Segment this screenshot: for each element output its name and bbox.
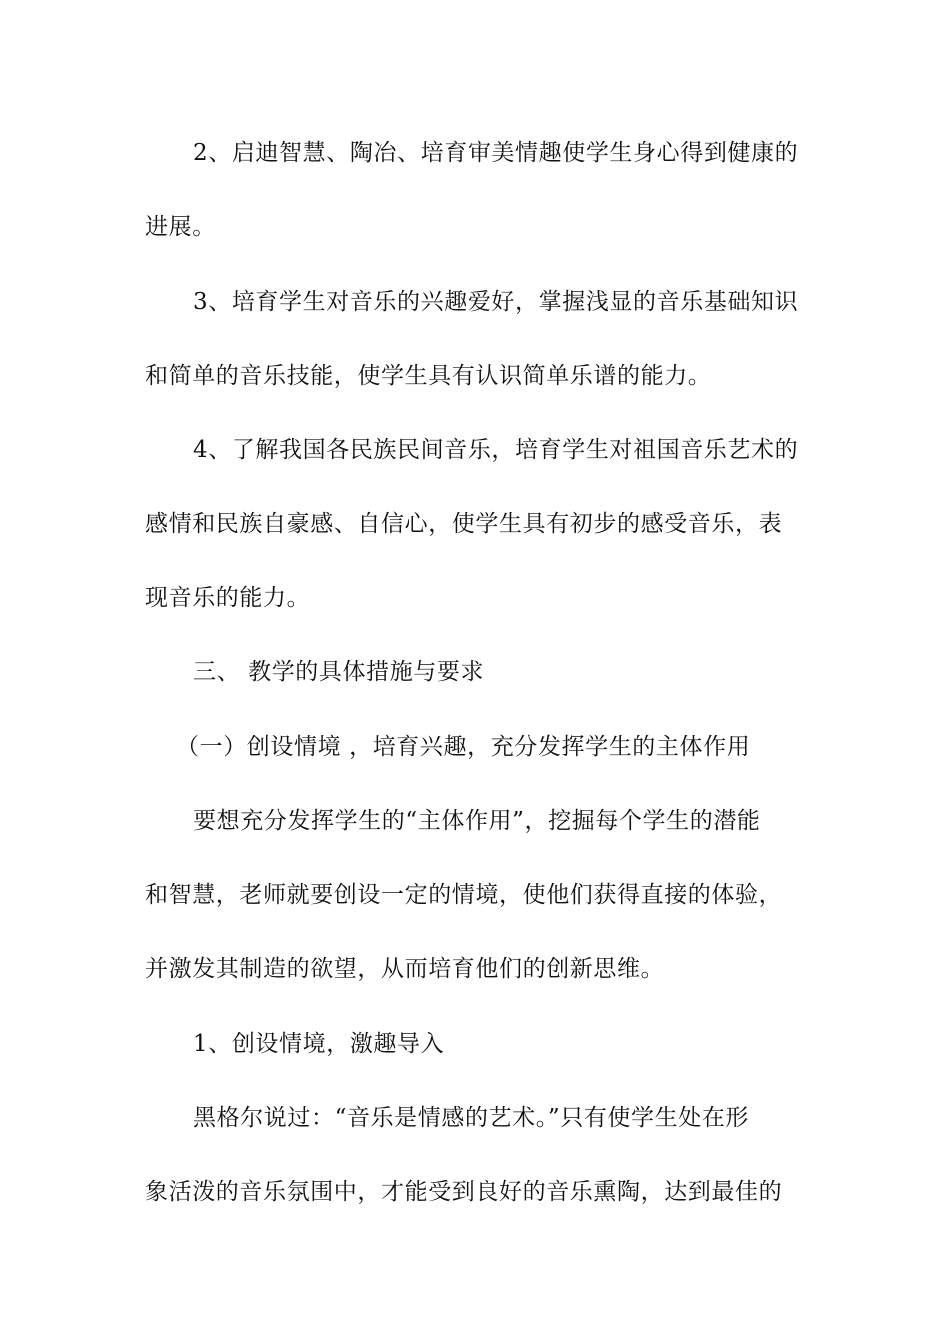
body-paragraph-1-line-3: 并激发其制造的欲望，从而培育他们的创新思维。 [145, 956, 665, 982]
body-paragraph-1-line-1: 要想充分发挥学生的“主体作用”，挖掘每个学生的潜能 [193, 808, 761, 834]
paragraph-4-line-3: 现音乐的能力。 [145, 585, 311, 611]
subsection-heading: （一）创设情境 ，培育兴趣，充分发挥学生的主体作用 [176, 734, 751, 760]
item-heading: 1、创设情境，激趣导入 [193, 1031, 445, 1057]
paragraph-3-line-2: 和简单的音乐技能，使学生具有认识简单乐谱的能力。 [145, 363, 712, 389]
body-paragraph-1-line-2: 和智慧，老师就要创设一定的情境，使他们获得直接的体验， [145, 882, 783, 908]
paragraph-2-line-2: 进展。 [145, 214, 216, 240]
paragraph-2-line-1: 2、启迪智慧、陶冶、培育审美情趣使学生身心得到健康的 [193, 140, 799, 166]
body-paragraph-2-line-2: 象活泼的音乐氛围中，才能受到良好的音乐熏陶，达到最佳的 [145, 1179, 783, 1205]
paragraph-4-line-1: 4、了解我国各民族民间音乐，培育学生对祖国音乐艺术的 [193, 437, 799, 463]
body-paragraph-2-line-1: 黑格尔说过：“音乐是情感的艺术。”只有使学生处在形 [193, 1105, 750, 1131]
section-heading: 三、 教学的具体措施与要求 [193, 659, 485, 685]
paragraph-4-line-2: 感情和民族自豪感、自信心，使学生具有初步的感受音乐，表 [145, 511, 783, 537]
paragraph-3-line-1: 3、培育学生对音乐的兴趣爱好，掌握浅显的音乐基础知识 [193, 289, 799, 315]
